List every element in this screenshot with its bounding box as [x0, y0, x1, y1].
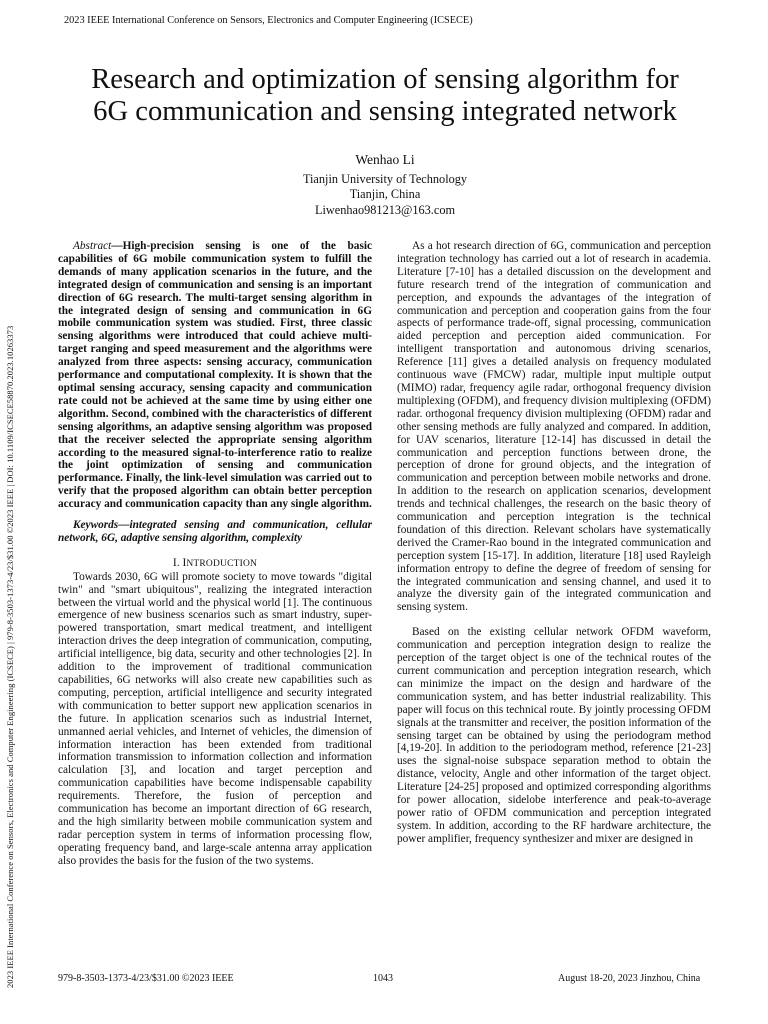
- right-column: [397, 240, 711, 846]
- abstract-lead: Abstract: [73, 240, 112, 252]
- keywords-text: —integrated sensing and communication, cellular network, 6G, adaptive sensing algorithm, complexity: [58, 519, 372, 544]
- doi-sidebar: 2023 IEEE International Conference on Sensors, Electronics and Computer Engineering (ICSECE) | 979-8-3503-1373-4/23/$31.00 ©2023 IEEE | DOI: 10.1109/ICSECE58870.2023.10263373: [5, 325, 15, 988]
- section-number: I.: [172, 556, 180, 569]
- author-email: Liwenhao981213@163.com: [314, 202, 456, 217]
- title-line-2: 6G communication and sensing integrated network: [93, 96, 677, 127]
- keywords: [58, 519, 372, 545]
- body-paragraph: As a hot research direction of 6G, communication and perception integration technology has carried out a lot of research in academia. Literature [7-10] has a detailed discussion on the development and future research trend of the integration of communication and perception, and expounds the advantages of the integration of communication and perception and cooperation gains from the four aspects of performance trade-off, signal processing, communication aided perception and perception aided communication. For intelligent transportation and autonomous driving scenarios, Reference [11] gives a detailed analysis on frequency modulated continuous wave (FMCW) radar, multiple input multiple output (MIMO) radar, frequency agile radar, orthogonal frequency division multiplexing (OFDM), and frequency division multiplexing (OFDM) radar. orthogonal frequency division multiplexing (OFDM) radar and other sensing methods are fully analyzed and compared. In addition, for UAV scenarios, literature [12-14] has discussed in detail the communication and perception functions between drone, the perception of drone for ground objects, and the integration of communication and perception between mobile networks and drone. In addition to the research on application scenarios, development trends and technical challenges, the research on the basic theory of communication and perception integration is the technical foundation of this direction. Relevant scholars have systematically derived the Cramer-Rao bound in the integrated communication and perception system [15-17]. In addition, literature [18] used Rayleigh information entropy to define the degree of freedom of sensing for the integrated communication and sensing channel, and used it to analyze the diversity gain of the integrated communication and sensing system.: [397, 240, 711, 614]
- section-heading-introduction: [58, 557, 372, 571]
- author-name: Wenhao Li: [355, 152, 415, 167]
- footer-copyright: 979-8-3503-1373-4/23/$31.00 ©2023 IEEE: [58, 973, 234, 984]
- abstract-text: —High-precision sensing is one of the basic capabilities of 6G mobile communication system to fulfill the demands of many application scenarios in the future, and the integrated design of communication and sensing is an important direction of 6G research. The multi-target sensing algorithm in the integrated design of sensing and communication in 6G mobile communication system was studied. First, three classic sensing algorithms were introduced that could achieve multi-target ranging and speed measurement and the algorithms were analyzed from three aspects: sensing accuracy, communication performance and computational complexity. It is shown that the optimal sensing accuracy, sensing capacity and communication rate could not be achieved at the same time by using either one algorithm. Second, combined with the characteristics of different sensing algorithms, an adaptive sensing algorithm was proposed that the receiver selected the appropriate sensing algorithm according to the measured signal-to-interference ratio to realize the joint optimization of sensing and communication performance. Finally, the link-level simulation was carried out to verify that the proposed algorithm can obtain better perception accuracy and communication capacity than any single algorithm.: [58, 240, 372, 511]
- author-block: [180, 152, 590, 218]
- footer-date-location: August 18-20, 2023 Jinzhou, China: [558, 973, 701, 984]
- title-line-1: Research and optimization of sensing algorithm for: [91, 64, 679, 95]
- page-number: 1043: [373, 973, 393, 984]
- paper-title: [40, 64, 730, 128]
- section-rest: NTRODUCTION: [186, 558, 258, 569]
- abstract: [58, 240, 372, 511]
- body-paragraph: Based on the existing cellular network OFDM waveform, communication and perception integration design to realize the perception of the target object is one of the technical routes of the current communication and perception integration research, which can minimize the impact on the design and hardware of the communication system, and has better industrial realizability. This paper will focus on this technical route. By jointly processing OFDM signals at the transmitter and receiver, the position information of the sensing target can be obtained by using the periodogram method [4,19-20]. In addition to the periodogram method, reference [21-23] uses the signal-noise subspace separation method to obtain the distance, velocity, Angle and other information of the target object. Literature [24-25] proposed and optimized corresponding algorithms for power allocation, sidelobe interference and peak-to-average power ratio of OFDM communication and perception integrated system. In addition, according to the RF hardware architecture, the power amplifier, frequency synthesizer and mixer are designed in: [397, 626, 711, 845]
- conference-header: 2023 IEEE International Conference on Sensors, Electronics and Computer Engineering (ICSECE): [64, 15, 473, 26]
- author-affiliation: Tianjin University of Technology: [302, 171, 468, 186]
- author-location: Tianjin, China: [349, 187, 421, 201]
- keywords-lead: Keywords: [73, 519, 119, 532]
- intro-paragraph: Towards 2030, 6G will promote society to move towards "digital twin" and "smart ubiquitous", realizing the integrated interaction between the virtual world and the physical world [1]. The continuous emergence of new business scenarios such as smart industry, super-powered transportation, smart medical treatment, and intelligent interaction drives the deep integration of communication, computing, artificial intelligence, big data, security and other technologies [2]. In addition to the improvement of traditional communication capabilities, 6G networks will also create new capabilities such as computing, perception, artificial intelligence and security integrated with communication to better support new application scenarios in the future. In application scenarios such as industrial Internet, unmanned aerial vehicles, and Internet of vehicles, the dimension of information interaction has been extended from traditional information transmission to information collection and information calculation [3], and location and target perception and communication capabilities have become indispensable capability requirements. Therefore, the fusion of perception and communication has become an important direction of 6G research, and the high similarity between mobile communication system and radar perception system in terms of information processing flow, operating frequency band, and large-scale antenna array application also provides the basis for the fusion of the two systems.: [58, 570, 372, 867]
- section-initial: I: [182, 556, 187, 569]
- left-column: [58, 240, 372, 868]
